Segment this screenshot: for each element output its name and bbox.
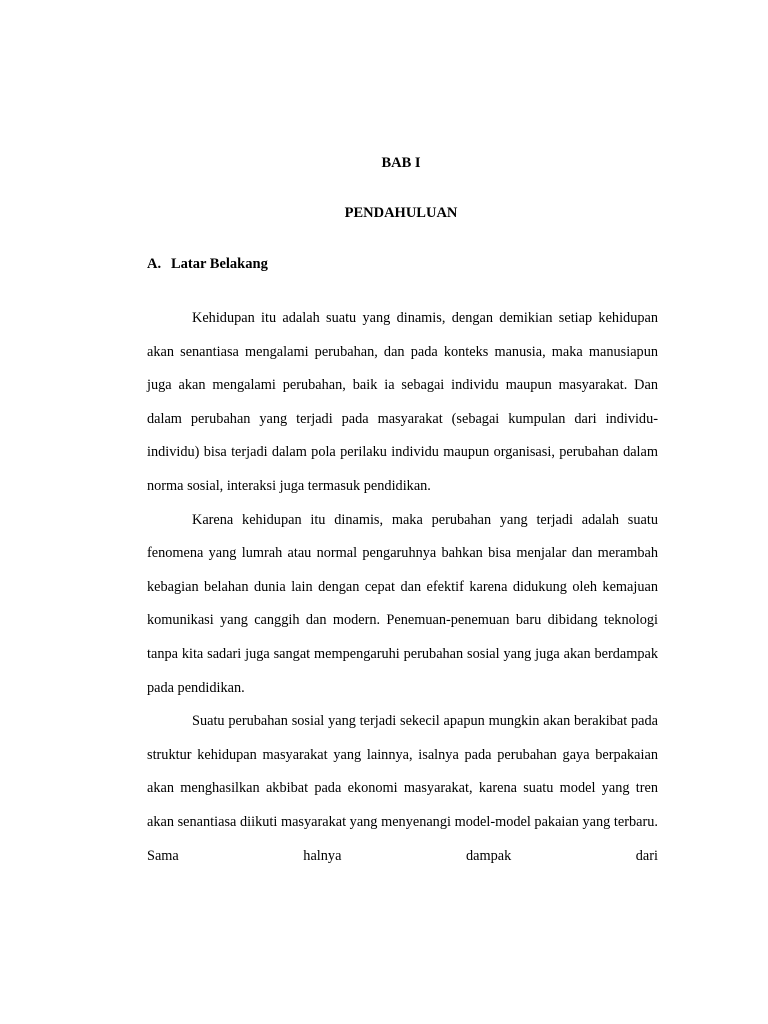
section-letter: A. [147,256,162,272]
chapter-number: BAB I [381,155,421,171]
body-text [147,302,658,873]
paragraph: Kehidupan itu adalah suatu yang dinamis, dengan demikian setiap kehidupan akan senantiasa mengalami perubahan, dan pada konteks manusia, maka manusiapun juga akan mengalami perubahan, baik ia sebagai individu maupun masyarakat. Dan dalam perubahan yang terjadi pada masyarakat (sebagai kumpulan dari individu-individu) bisa terjadi dalam pola perilaku individu maupun organisasi, perubahan dalam norma sosial, interaksi juga termasuk pendidikan. [147,310,658,494]
chapter-title: PENDAHULUAN [344,205,458,221]
paragraph: Karena kehidupan itu dinamis, maka perubahan yang terjadi adalah suatu fenomena yang lumrah atau normal pengaruhnya bahkan bisa menjalar dan merambah kebagian belahan dunia lain dengan cepat dan efektif karena didukung oleh kemajuan komunikasi yang canggih dan modern. Penemuan-penemuan baru dibidang teknologi tanpa kita sadari juga sangat mempengaruhi perubahan sosial yang juga akan berdampak pada pendidikan. [147,511,658,696]
section-heading [147,256,268,273]
section-title: Latar Belakang [171,256,268,272]
paragraph: Suatu perubahan sosial yang terjadi sekecil apapun mungkin akan berakibat pada struktur kehidupan masyarakat yang lainnya, isalnya pada perubahan gaya berpakaian akan menghasilkan akbibat pada ekonomi masyarakat, karena suatu model yang tren akan senantiasa diikuti masyarakat yang menyenangi model-model pakaian yang terbaru. Sama halnya dampak dari [147,713,658,864]
